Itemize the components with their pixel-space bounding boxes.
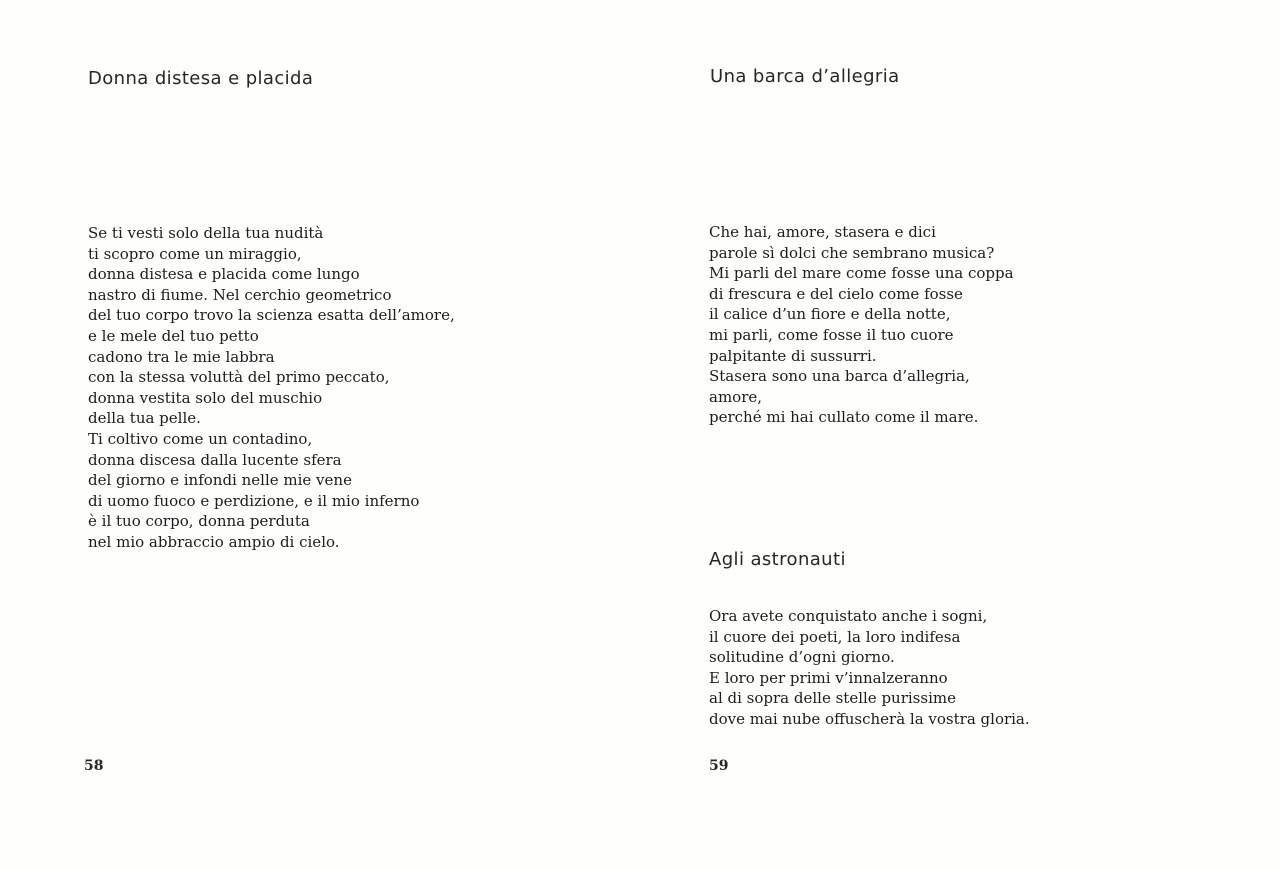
poem-line: cadono tra le mie labbra: [88, 347, 275, 366]
poem-line: amore,: [709, 387, 763, 406]
poem-line: Ora avete conquistato anche i sogni,: [709, 607, 988, 625]
poem-line: della tua pelle.: [88, 409, 201, 428]
poem-line: del giorno e infondi nelle mie vene: [88, 471, 352, 490]
right-page: [640, 0, 1280, 870]
poem-line: ti scopro come un miraggio,: [88, 244, 302, 263]
poem-line: con la stessa voluttà del primo peccato,: [88, 368, 390, 387]
poem-line: di uomo fuoco e perdizione, e il mio inferno: [88, 491, 420, 510]
poem-line: Ti coltivo come un contadino,: [88, 429, 313, 448]
poem-body: [709, 606, 1030, 730]
page-number: 58: [84, 758, 104, 774]
poem-line: il cuore dei poeti, la loro indifesa: [709, 627, 961, 646]
poem-line: è il tuo corpo, donna perduta: [88, 512, 310, 531]
poem-line: donna discesa dalla lucente sfera: [88, 450, 342, 469]
poem-title: Donna distesa e placida: [88, 68, 314, 89]
poem-line: parole sì dolci che sembrano musica?: [709, 243, 995, 262]
poem-line: mi parli, come fosse il tuo cuore: [709, 325, 954, 344]
poem-body: [709, 222, 1014, 428]
poem-line: nel mio abbraccio ampio di cielo.: [88, 532, 340, 551]
poem-title: Agli astronauti: [709, 549, 846, 570]
poem-line: perché mi hai cullato come il mare.: [709, 408, 979, 427]
poem-line: donna distesa e placida come lungo: [88, 265, 360, 284]
poem-line: del tuo corpo trovo la scienza esatta dell’amore,: [88, 306, 455, 325]
poem-line: e le mele del tuo petto: [88, 326, 259, 345]
poem-line: solitudine d’ogni giorno.: [709, 648, 895, 667]
poem-line: di frescura e del cielo come fosse: [709, 284, 963, 303]
poem-title: Una barca d’allegria: [710, 66, 900, 87]
poem-line: il calice d’un fiore e della notte,: [709, 305, 951, 324]
poem-body: [88, 223, 455, 553]
poem-line: Mi parli del mare come fosse una coppa: [709, 264, 1014, 283]
poem-line: Che hai, amore, stasera e dici: [709, 223, 936, 241]
poem-line: nastro di fiume. Nel cerchio geometrico: [88, 285, 392, 304]
poem-line: Se ti vesti solo della tua nudità: [88, 224, 324, 242]
poem-line: E loro per primi v’innalzeranno: [709, 668, 948, 687]
poem-line: dove mai nube offuscherà la vostra gloria.: [709, 709, 1030, 728]
poem-line: al di sopra delle stelle purissime: [709, 689, 956, 708]
page-number: 59: [709, 758, 729, 774]
poem-line: palpitante di sussurri.: [709, 346, 877, 365]
poem-line: donna vestita solo del muschio: [88, 388, 323, 407]
poem-line: Stasera sono una barca d’allegria,: [709, 367, 970, 386]
